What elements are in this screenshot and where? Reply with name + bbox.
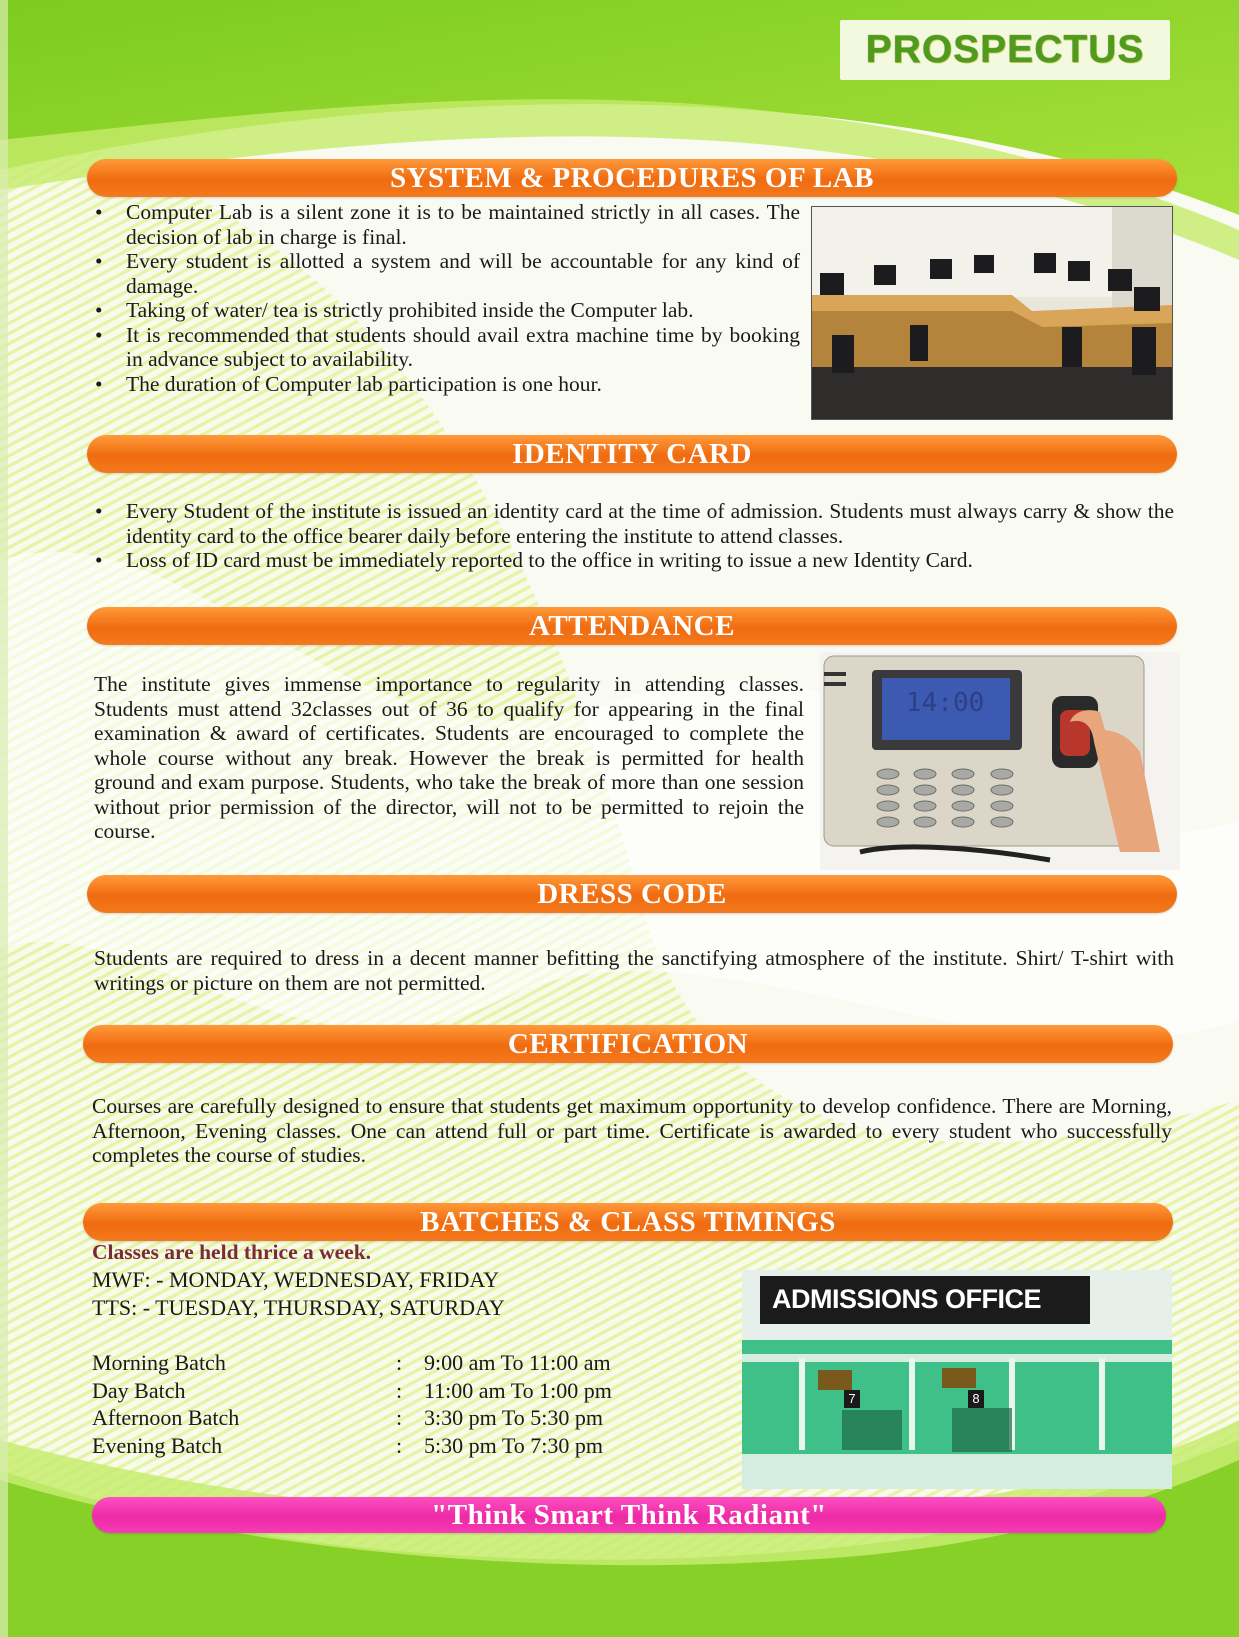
batch-name: Morning Batch [92,1350,226,1375]
batches-subheading: Classes are held thrice a week. [92,1240,372,1264]
weekday-schedule [92,1266,505,1321]
dress-code-heading: DRESS CODE [87,875,1177,913]
batch-time: 5:30 pm To 7:30 pm [424,1432,603,1458]
separator: : [396,1350,403,1375]
list-item: • It is recommended that students should avail extra machine time by booking in advance subject to availability. [92,323,800,372]
separator: : [396,1377,403,1403]
separator: : [396,1432,403,1458]
office-sign-text: ADMISSIONS OFFICE [772,1284,1042,1314]
schedule-tts: TTS: - TUESDAY, THURSDAY, SATURDAY [92,1294,505,1320]
prospectus-title: PROSPECTUS [840,20,1170,80]
identity-rules-list [92,499,1174,573]
list-item: • Taking of water/ tea is strictly prohibited inside the Computer lab. [92,298,800,323]
tagline-banner: "Think Smart Think Radiant" [92,1497,1166,1533]
separator: : [396,1405,403,1430]
batch-time: 11:00 am To 1:00 pm [424,1377,612,1403]
table-row [92,1404,612,1432]
attendance-text: The institute gives immense importance to regularity in attending classes. Students must attend 32classes out of 36 to qualify for appearing in the final examination & award of certificates. Students are encouraged to complete the whole course without any break. However the break is permitted for health ground and exam purpose. Students, who take the break of more than one session without prior permission of the director, will not to be permitted to rejoin the course. [94,672,804,843]
batch-name: Evening Batch [92,1432,223,1458]
window-number: 8 [968,1390,984,1408]
list-item: • Every Student of the institute is issued an identity card at the time of admission. Students must always carry & show the identity card to the office bearer daily before entering the institute to attend classes. [92,499,1174,548]
biometric-device-photo [820,652,1180,870]
attendance-heading: ATTENDANCE [87,607,1177,645]
computer-lab-photo [811,206,1173,420]
batches-heading: BATCHES & CLASS TIMINGS [83,1203,1173,1241]
certification-heading: CERTIFICATION [83,1025,1173,1063]
admissions-office-photo [742,1270,1172,1489]
table-row [92,1377,612,1405]
window-number: 7 [844,1390,860,1408]
certification-text: Courses are carefully designed to ensure that students get maximum opportunity to develop confidence. There are Morning, Afternoon, Evening classes. One can attend full or part time. Certificate is awarded to every student who successfully completes the course of studies. [92,1094,1172,1167]
batch-name: Afternoon Batch [92,1405,240,1430]
table-row [92,1432,612,1460]
identity-card-heading: IDENTITY CARD [87,435,1177,473]
batch-time: 9:00 am To 11:00 am [424,1350,611,1375]
list-item: • Loss of ID card must be immediately reported to the office in writing to issue a new Identity Card. [92,548,1174,573]
dress-code-text: Students are required to dress in a decent manner befitting the sanctifying atmosphere of the institute. Shirt/ T-shirt with writings or picture on them are not permitted. [94,946,1174,995]
lab-rules-list [92,200,800,396]
list-item: • Every student is allotted a system and will be accountable for any kind of damage. [92,249,800,298]
list-item: • Computer Lab is a silent zone it is to be maintained strictly in all cases. The decision of lab in charge is final. [92,200,800,249]
device-time-display: 14:00 [906,688,985,718]
table-row [92,1349,612,1377]
list-item: • The duration of Computer lab participation is one hour. [92,372,800,397]
schedule-mwf: MWF: - MONDAY, WEDNESDAY, FRIDAY [92,1267,500,1292]
batch-time: 3:30 pm To 5:30 pm [424,1405,603,1430]
lab-heading: SYSTEM & PROCEDURES OF LAB [87,159,1177,197]
batch-name: Day Batch [92,1377,186,1403]
batch-timings-table [92,1349,612,1459]
